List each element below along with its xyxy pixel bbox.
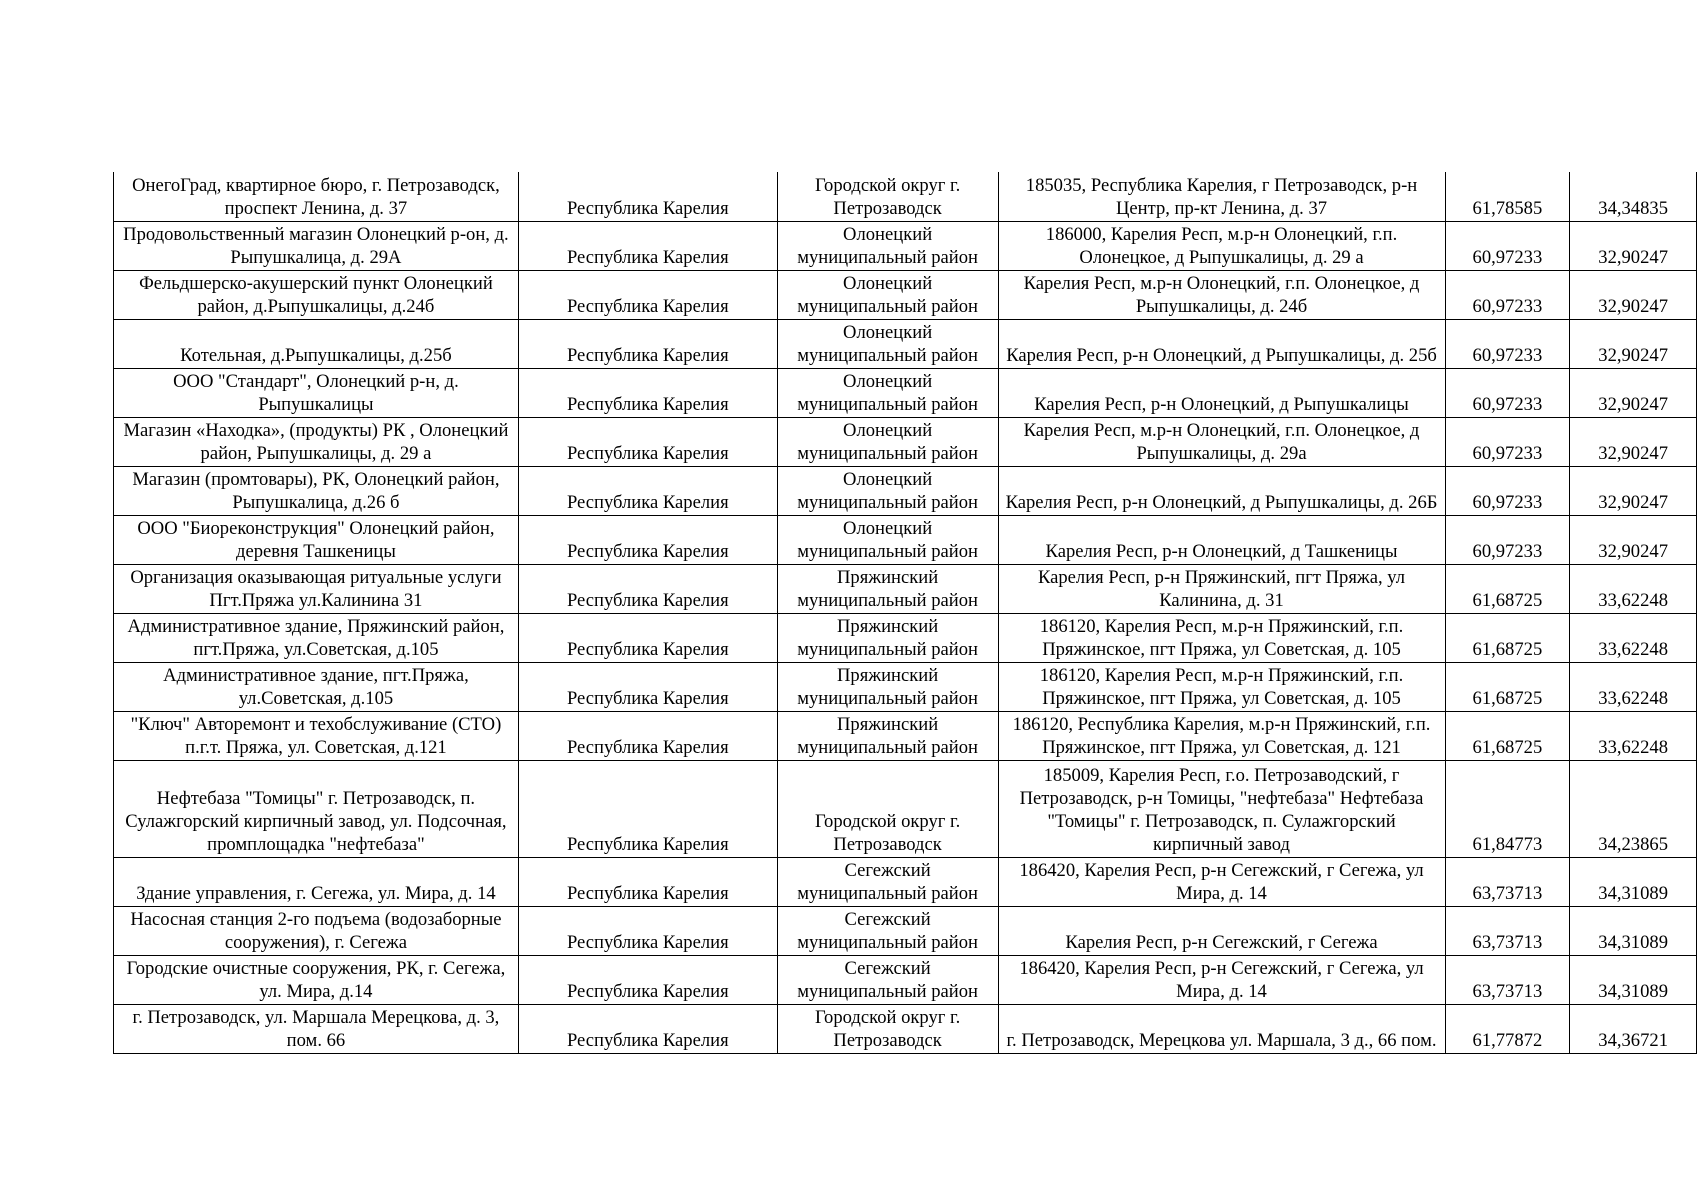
address-cell: 186420, Карелия Респ, р-н Сегежский, г Сегежа, ул Мира, д. 14 — [998, 955, 1445, 1004]
address-cell: Карелия Респ, р-н Пряжинский, пгт Пряжа, ул Калинина, д. 31 — [998, 564, 1445, 613]
object-name-cell: ОнегоГрад, квартирное бюро, г. Петрозаводск, проспект Ленина, д. 37 — [114, 172, 519, 221]
longitude-cell: 32,90247 — [1570, 417, 1697, 466]
latitude-cell: 60,97233 — [1445, 515, 1570, 564]
object-name-cell: Административное здание, Пряжинский район, пгт.Пряжа, ул.Советская, д.105 — [114, 613, 519, 662]
latitude-cell: 61,68725 — [1445, 662, 1570, 711]
object-name-cell: г. Петрозаводск, ул. Маршала Мерецкова, д. 3, пом. 66 — [114, 1004, 519, 1053]
region-cell: Республика Карелия — [518, 1004, 777, 1053]
longitude-cell: 32,90247 — [1570, 270, 1697, 319]
region-cell: Республика Карелия — [518, 466, 777, 515]
address-cell: 185009, Карелия Респ, г.о. Петрозаводский, г Петрозаводск, р-н Томицы, "нефтебаза" Нефтебаза "Томицы" г. Петрозаводск, п. Сулажгорский кирпичный завод — [998, 760, 1445, 857]
longitude-cell: 33,62248 — [1570, 613, 1697, 662]
district-cell: Пряжинский муниципальный район — [777, 564, 998, 613]
district-cell: Городской округ г. Петрозаводск — [777, 172, 998, 221]
district-cell: Олонецкий муниципальный район — [777, 515, 998, 564]
district-cell: Пряжинский муниципальный район — [777, 613, 998, 662]
latitude-cell: 61,78585 — [1445, 172, 1570, 221]
latitude-cell: 60,97233 — [1445, 319, 1570, 368]
address-cell: 186120, Карелия Респ, м.р-н Пряжинский, г.п. Пряжинское, пгт Пряжа, ул Советская, д. 105 — [998, 662, 1445, 711]
table-row — [114, 906, 1697, 955]
district-cell: Олонецкий муниципальный район — [777, 270, 998, 319]
district-cell: Сегежский муниципальный район — [777, 906, 998, 955]
table-row — [114, 368, 1697, 417]
district-cell: Пряжинский муниципальный район — [777, 711, 998, 760]
object-name-cell: Продовольственный магазин Олонецкий р-он, д. Рыпушкалица, д. 29А — [114, 221, 519, 270]
address-cell: Карелия Респ, р-н Олонецкий, д Рыпушкалицы — [998, 368, 1445, 417]
region-cell: Республика Карелия — [518, 319, 777, 368]
object-name-cell: Административное здание, пгт.Пряжа, ул.Советская, д.105 — [114, 662, 519, 711]
table-row — [114, 319, 1697, 368]
address-cell: 186120, Республика Карелия, м.р-н Пряжинский, г.п. Пряжинское, пгт Пряжа, ул Советская, д. 121 — [998, 711, 1445, 760]
district-cell: Сегежский муниципальный район — [777, 857, 998, 906]
longitude-cell: 34,31089 — [1570, 857, 1697, 906]
longitude-cell: 32,90247 — [1570, 368, 1697, 417]
longitude-cell: 33,62248 — [1570, 711, 1697, 760]
object-name-cell: Городские очистные сооружения, РК, г. Сегежа, ул. Мира, д.14 — [114, 955, 519, 1004]
table-row — [114, 221, 1697, 270]
district-cell: Сегежский муниципальный район — [777, 955, 998, 1004]
region-cell: Республика Карелия — [518, 760, 777, 857]
longitude-cell: 33,62248 — [1570, 564, 1697, 613]
longitude-cell: 32,90247 — [1570, 466, 1697, 515]
object-name-cell: Магазин «Находка», (продукты) РК , Олонецкий район, Рыпушкалицы, д. 29 а — [114, 417, 519, 466]
latitude-cell: 63,73713 — [1445, 906, 1570, 955]
table-row — [114, 564, 1697, 613]
longitude-cell: 33,62248 — [1570, 662, 1697, 711]
address-cell: Карелия Респ, р-н Олонецкий, д Ташкеницы — [998, 515, 1445, 564]
region-cell: Республика Карелия — [518, 662, 777, 711]
region-cell: Республика Карелия — [518, 172, 777, 221]
table-row — [114, 417, 1697, 466]
district-cell: Олонецкий муниципальный район — [777, 466, 998, 515]
longitude-cell: 32,90247 — [1570, 319, 1697, 368]
address-cell: 185035, Республика Карелия, г Петрозаводск, р-н Центр, пр-кт Ленина, д. 37 — [998, 172, 1445, 221]
district-cell: Олонецкий муниципальный район — [777, 319, 998, 368]
region-cell: Республика Карелия — [518, 857, 777, 906]
longitude-cell: 32,90247 — [1570, 515, 1697, 564]
latitude-cell: 60,97233 — [1445, 417, 1570, 466]
region-cell: Республика Карелия — [518, 270, 777, 319]
latitude-cell: 61,68725 — [1445, 711, 1570, 760]
latitude-cell: 60,97233 — [1445, 270, 1570, 319]
address-cell: Карелия Респ, р-н Олонецкий, д Рыпушкалицы, д. 25б — [998, 319, 1445, 368]
table-row — [114, 857, 1697, 906]
latitude-cell: 61,84773 — [1445, 760, 1570, 857]
longitude-cell: 32,90247 — [1570, 221, 1697, 270]
address-cell: 186120, Карелия Респ, м.р-н Пряжинский, г.п. Пряжинское, пгт Пряжа, ул Советская, д. 105 — [998, 613, 1445, 662]
object-name-cell: "Ключ" Авторемонт и техобслуживание (СТО) п.г.т. Пряжа, ул. Советская, д.121 — [114, 711, 519, 760]
latitude-cell: 60,97233 — [1445, 221, 1570, 270]
region-cell: Республика Карелия — [518, 417, 777, 466]
longitude-cell: 34,31089 — [1570, 906, 1697, 955]
address-cell: 186420, Карелия Респ, р-н Сегежский, г Сегежа, ул Мира, д. 14 — [998, 857, 1445, 906]
region-cell: Республика Карелия — [518, 711, 777, 760]
object-name-cell: Фельдшерско-акушерский пункт Олонецкий район, д.Рыпушкалицы, д.24б — [114, 270, 519, 319]
table-row — [114, 662, 1697, 711]
table-row — [114, 515, 1697, 564]
address-cell: г. Петрозаводск, Мерецкова ул. Маршала, 3 д., 66 пом. — [998, 1004, 1445, 1053]
table-row — [114, 172, 1697, 221]
object-name-cell: ООО "Стандарт", Олонецкий р-н, д. Рыпушкалицы — [114, 368, 519, 417]
region-cell: Республика Карелия — [518, 613, 777, 662]
region-cell: Республика Карелия — [518, 221, 777, 270]
table-body — [114, 172, 1697, 1053]
longitude-cell: 34,34835 — [1570, 172, 1697, 221]
region-cell: Республика Карелия — [518, 564, 777, 613]
object-name-cell: Организация оказывающая ритуальные услуги Пгт.Пряжа ул.Калинина 31 — [114, 564, 519, 613]
latitude-cell: 60,97233 — [1445, 368, 1570, 417]
address-cell: Карелия Респ, р-н Олонецкий, д Рыпушкалицы, д. 26Б — [998, 466, 1445, 515]
table-row — [114, 1004, 1697, 1053]
longitude-cell: 34,23865 — [1570, 760, 1697, 857]
district-cell: Олонецкий муниципальный район — [777, 368, 998, 417]
address-cell: Карелия Респ, м.р-н Олонецкий, г.п. Олонецкое, д Рыпушкалицы, д. 24б — [998, 270, 1445, 319]
longitude-cell: 34,31089 — [1570, 955, 1697, 1004]
object-name-cell: Котельная, д.Рыпушкалицы, д.25б — [114, 319, 519, 368]
address-cell: Карелия Респ, р-н Сегежский, г Сегежа — [998, 906, 1445, 955]
district-cell: Пряжинский муниципальный район — [777, 662, 998, 711]
latitude-cell: 61,77872 — [1445, 1004, 1570, 1053]
district-cell: Олонецкий муниципальный район — [777, 417, 998, 466]
district-cell: Городской округ г. Петрозаводск — [777, 760, 998, 857]
table-row — [114, 613, 1697, 662]
object-name-cell: Нефтебаза "Томицы" г. Петрозаводск, п. Сулажгорский кирпичный завод, ул. Подсочная, промплощадка "нефтебаза" — [114, 760, 519, 857]
latitude-cell: 61,68725 — [1445, 613, 1570, 662]
object-name-cell: Насосная станция 2-го подъема (водозаборные сооружения), г. Сегежа — [114, 906, 519, 955]
region-cell: Республика Карелия — [518, 955, 777, 1004]
region-cell: Республика Карелия — [518, 368, 777, 417]
address-cell: Карелия Респ, м.р-н Олонецкий, г.п. Олонецкое, д Рыпушкалицы, д. 29а — [998, 417, 1445, 466]
latitude-cell: 60,97233 — [1445, 466, 1570, 515]
latitude-cell: 63,73713 — [1445, 857, 1570, 906]
table-row — [114, 466, 1697, 515]
objects-table — [113, 172, 1697, 1054]
latitude-cell: 63,73713 — [1445, 955, 1570, 1004]
longitude-cell: 34,36721 — [1570, 1004, 1697, 1053]
table-row — [114, 955, 1697, 1004]
object-name-cell: ООО "Биореконструкция" Олонецкий район, деревня Ташкеницы — [114, 515, 519, 564]
district-cell: Олонецкий муниципальный район — [777, 221, 998, 270]
district-cell: Городской округ г. Петрозаводск — [777, 1004, 998, 1053]
address-cell: 186000, Карелия Респ, м.р-н Олонецкий, г.п. Олонецкое, д Рыпушкалицы, д. 29 а — [998, 221, 1445, 270]
table-row — [114, 270, 1697, 319]
region-cell: Республика Карелия — [518, 906, 777, 955]
object-name-cell: Магазин (промтовары), РК, Олонецкий район, Рыпушкалица, д.26 б — [114, 466, 519, 515]
object-name-cell: Здание управления, г. Сегежа, ул. Мира, д. 14 — [114, 857, 519, 906]
table-row — [114, 760, 1697, 857]
table-row — [114, 711, 1697, 760]
latitude-cell: 61,68725 — [1445, 564, 1570, 613]
region-cell: Республика Карелия — [518, 515, 777, 564]
